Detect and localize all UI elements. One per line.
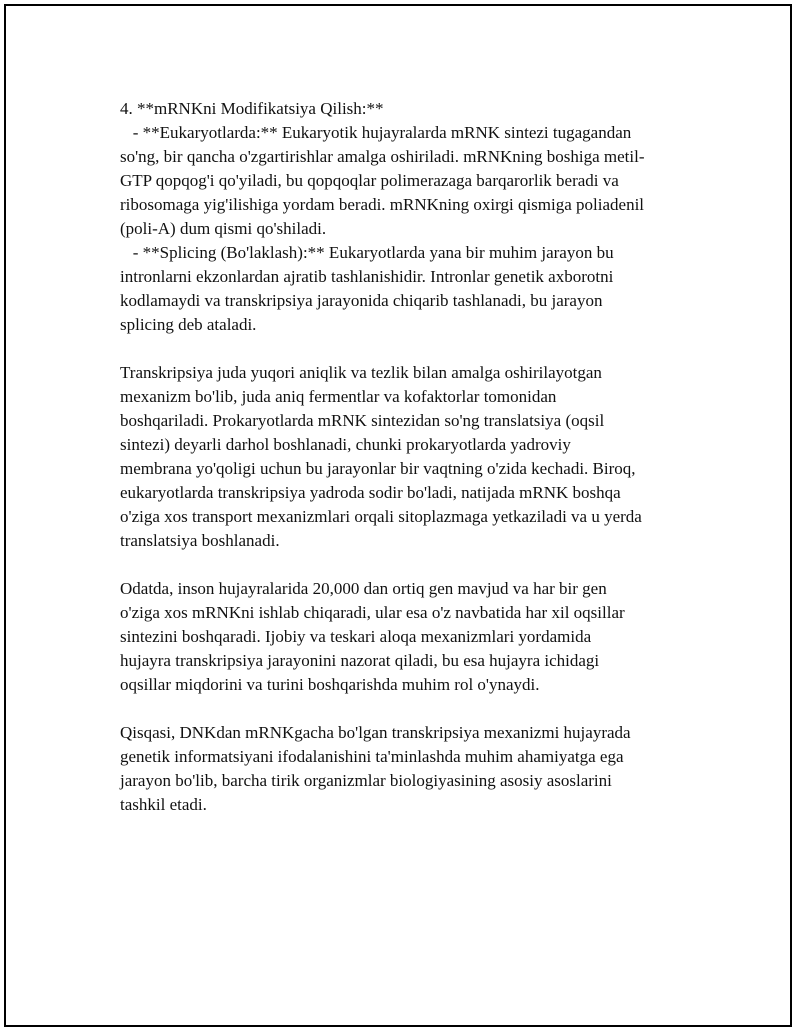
- section-genes-paragraph: [120, 577, 700, 697]
- text-line: so'ng, bir qancha o'zgartirishlar amalga oshiriladi. mRNKning boshiga metil-: [120, 147, 645, 166]
- text-line: sintezini boshqaradi. Ijobiy va teskari aloqa mexanizmlari yordamida: [120, 627, 592, 646]
- document-page: [4, 4, 792, 1027]
- text-line: genetik informatsiyani ifodalanishini ta'minlashda muhim ahamiyatga ega: [120, 747, 624, 766]
- text-line: mexanizm bo'lib, juda aniq fermentlar va kofaktorlar tomonidan: [120, 387, 557, 406]
- text-line: o'ziga xos transport mexanizmlari orqali sitoplazmaga yetkaziladi va u yerda: [120, 507, 642, 526]
- text-line: o'ziga xos mRNKni ishlab chiqaradi, ular esa o'z navbatida har xil oqsillar: [120, 603, 625, 622]
- text-line: jarayon bo'lib, barcha tirik organizmlar biologiyasining asosiy asoslarini: [120, 771, 612, 790]
- text-line: tashkil etadi.: [120, 795, 207, 814]
- paragraph-gap: [120, 553, 700, 577]
- text-line: hujayra transkripsiya jarayonini nazorat qiladi, bu esa hujayra ichidagi: [120, 651, 600, 670]
- text-line: (poli-A) dum qismi qo'shiladi.: [120, 219, 327, 238]
- text-line: intronlarni ekzonlardan ajratib tashlanishidir. Intronlar genetik axborotni: [120, 267, 614, 286]
- section-mrna-modification: [120, 97, 700, 337]
- text-line: GTP qopqog'i qo'yiladi, bu qopqoqlar polimerazaga barqarorlik beradi va: [120, 171, 619, 190]
- section-summary-paragraph: [120, 721, 700, 817]
- text-line: sintezi) deyarli darhol boshlanadi, chunki prokaryotlarda yadroviy: [120, 435, 571, 454]
- text-line: translatsiya boshlanadi.: [120, 531, 280, 550]
- text-line: kodlamaydi va transkripsiya jarayonida chiqarib tashlanadi, bu jarayon: [120, 291, 603, 310]
- text-line: Odatda, inson hujayralarida 20,000 dan ortiq gen mavjud va har bir gen: [120, 579, 607, 598]
- text-line: Qisqasi, DNKdan mRNKgacha bo'lgan transkripsiya mexanizmi hujayrada: [120, 723, 631, 742]
- text-line: 4. **mRNKni Modifikatsiya Qilish:**: [120, 99, 384, 118]
- text-line: ribosomaga yig'ilishiga yordam beradi. mRNKning oxirgi qismiga poliadenil: [120, 195, 645, 214]
- text-line: - **Splicing (Bo'laklash):** Eukaryotlarda yana bir muhim jarayon bu: [120, 243, 614, 262]
- paragraph-gap: [120, 697, 700, 721]
- document-body: [120, 97, 700, 817]
- section-transcription-paragraph: [120, 361, 700, 553]
- text-line: Transkripsiya juda yuqori aniqlik va tezlik bilan amalga oshirilayotgan: [120, 363, 602, 382]
- paragraph-gap: [120, 337, 700, 361]
- text-line: splicing deb ataladi.: [120, 315, 257, 334]
- text-line: eukaryotlarda transkripsiya yadroda sodir bo'ladi, natijada mRNK boshqa: [120, 483, 621, 502]
- text-line: boshqariladi. Prokaryotlarda mRNK sintezidan so'ng translatsiya (oqsil: [120, 411, 605, 430]
- text-line: membrana yo'qoligi uchun bu jarayonlar bir vaqtning o'zida kechadi. Biroq,: [120, 459, 636, 478]
- text-line: oqsillar miqdorini va turini boshqarishda muhim rol o'ynaydi.: [120, 675, 540, 694]
- text-line: - **Eukaryotlarda:** Eukaryotik hujayralarda mRNK sintezi tugagandan: [120, 123, 632, 142]
